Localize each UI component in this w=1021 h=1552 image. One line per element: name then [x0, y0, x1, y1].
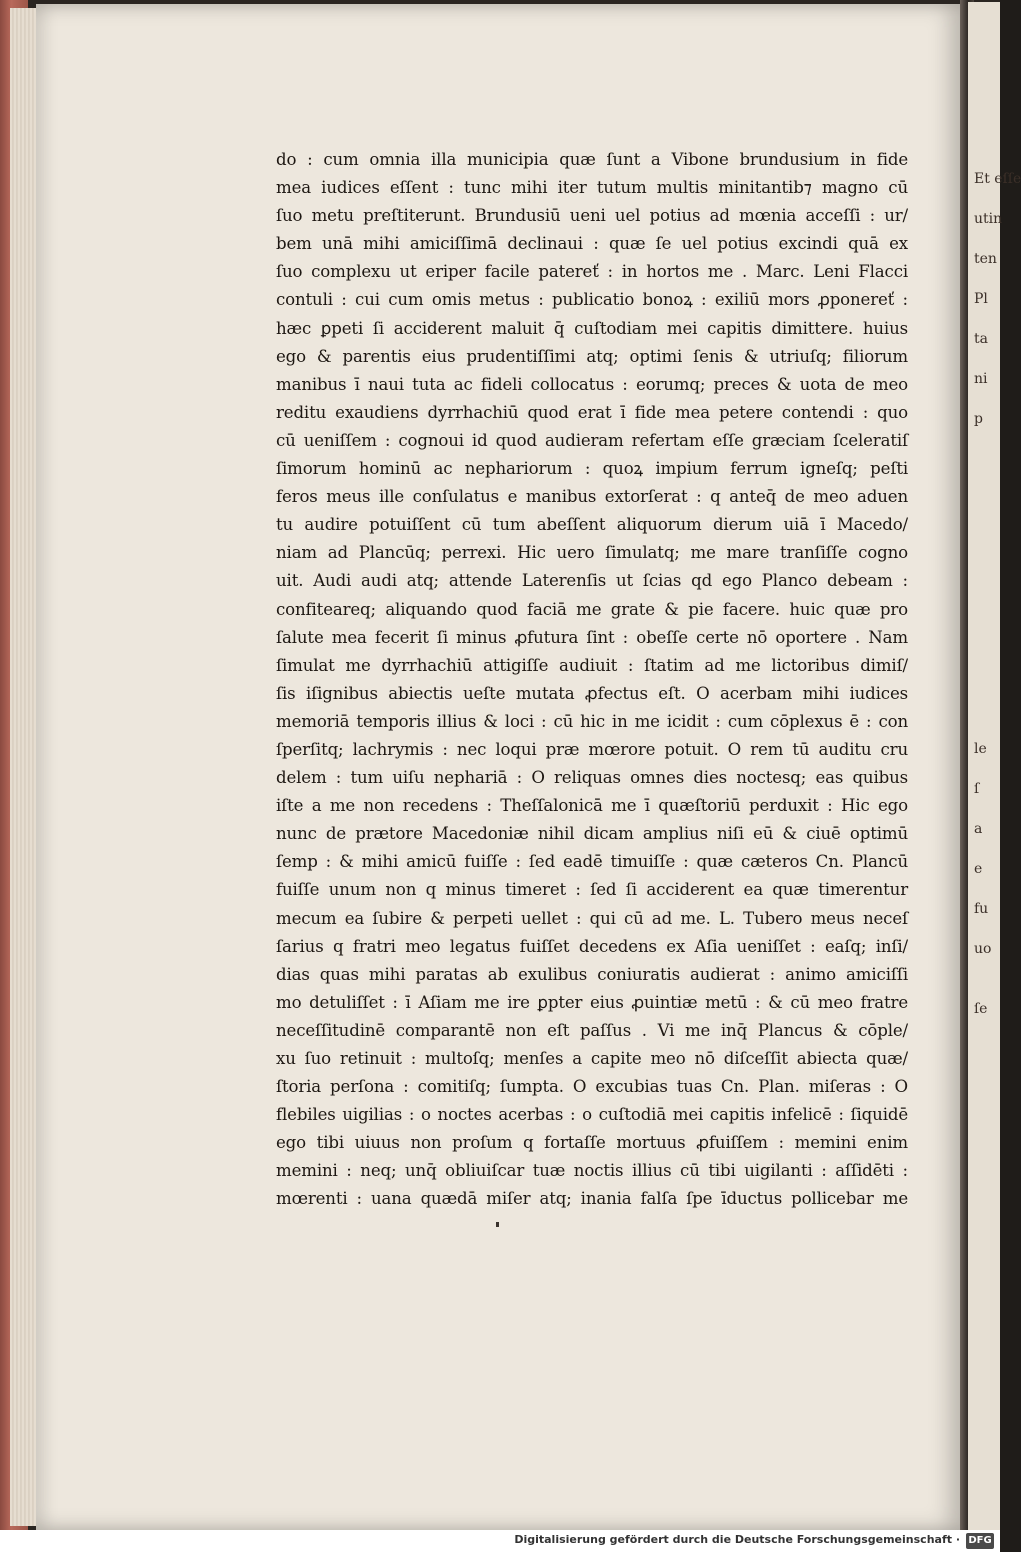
adjacent-page-fragment: uo: [974, 941, 992, 957]
adjacent-page-fragment: Pl: [974, 291, 988, 307]
text-line: hæc ꝑpeti ſi acciderent maluit q̄ cuſtodiam mei capitis dimittere. huius: [276, 318, 908, 338]
text-line: reditu exaudiens dyrrhachiū quod erat ī fide mea petere contendi : quo: [276, 402, 908, 422]
page-text-block: [276, 146, 908, 1214]
text-line: flebiles uigilias : o noctes acerbas : o cuſtodiā mei capitis infelicē : ſiquidē: [276, 1105, 908, 1125]
text-line: ſuo complexu ut eriper facile patereť : in hortos me . Marc. Leni Flacci: [276, 262, 908, 282]
text-line: ſimorum hominū ac nephariorum : quoꝝ impium ferrum igneſq; peſti: [276, 459, 908, 479]
text-line: manibus ī naui tuta ac fideli collocatus : eorumq; preces & uota de meo: [276, 374, 908, 394]
adjacent-page-fragment: e: [974, 861, 983, 877]
text-line: xu ſuo retinuit : multoſq; menſes a capite meo nō diſceſſit abiecta quæ/: [276, 1049, 908, 1068]
text-line: ego tibi uiuus non proſum q fortaſſe mortuus ꝓfuiſſem : memini enim: [276, 1133, 908, 1153]
text-line: mœrenti : uana quædā miſer atq; inania falſa ſpe īductus pollicebar me: [276, 1189, 908, 1209]
adjacent-page-fragment: ta: [974, 331, 988, 347]
text-line: tu audire potuiſſent cū tum abeſſent aliquorum dierum uiā ī Macedo/: [276, 515, 908, 535]
text-line: niam ad Plancūq; perrexi. Hic uero ſimulatq; me mare tranſiſſe cogno: [276, 543, 908, 563]
text-line: mecum ea ſubire & perpeti uellet : qui cū ad me. L. Tubero meus neceſ: [276, 908, 908, 928]
text-line: ſuo metu preſtiterunt. Brundusiū ueni uel potius ad mœnia acceſſi : ur/: [276, 206, 908, 226]
text-line: ſemp : & mihi amicū fuiſſe : ſed eadē timuiſſe : quæ cæteros Cn. Plancū: [276, 852, 908, 872]
text-line: uit. Audi audi atq; attende Laterenſis ut ſcias qd ego Planco debeam :: [276, 571, 908, 591]
adjacent-page-fragment: a: [974, 821, 983, 837]
funding-credit: Digitalisierung gefördert durch die Deutsche Forschungsgemeinschaft ·: [514, 1533, 960, 1546]
text-line: ſimulat me dyrrhachiū attigiſſe audiuit : ſtatim ad me lictoribus dimiſ/: [276, 655, 908, 675]
footer-bar: [0, 1530, 1000, 1552]
text-line: ſtoria perſona : comitiſq; ſumpta. O excubias tuas Cn. Plan. miſeras : O: [276, 1077, 908, 1097]
adjacent-page-edge: [968, 2, 1021, 1530]
text-line: memini : neq; unq̄ obliuiſcar tuæ noctis illius cū tibi uigilanti : aſſidēti :: [276, 1161, 908, 1181]
text-line: fuiſſe unum non q minus timeret : ſed ſi acciderent ea quæ timerentur: [276, 880, 908, 900]
dfg-logo: DFG: [966, 1533, 994, 1549]
adjacent-page-fragment: ni: [974, 371, 988, 387]
text-line: confiteareq; aliquando quod faciā me grate & pie facere. huic quæ pro: [276, 599, 908, 619]
text-line: contuli : cui cum omis metus : publicatio bonoꝝ : exiliū mors ꝓponereť :: [276, 290, 908, 310]
printer-mark: [496, 1222, 499, 1227]
text-line: ſperſitq; lachrymis : nec loqui præ mœrore potuit. O rem tū auditu cru: [276, 739, 908, 759]
text-line: memoriā temporis illius & loci : cū hic in me icidit : cum cōplexus ē : con: [276, 711, 908, 731]
text-line: neceſſitudinē comparantē non eſt paſſus . Vi me inq̄ Plancus & cōple/: [276, 1020, 908, 1040]
adjacent-page-fragment: fu: [974, 901, 989, 917]
text-line: ſarius q fratri meo legatus fuiſſet decedens ex Aſia ueniſſet : eaſq; inſi/: [276, 936, 908, 956]
adjacent-page-fragment: ſ: [974, 781, 980, 797]
text-line: cū ueniſſem : cognoui id quod audieram refertam eſſe græciam ſceleratiſ: [276, 430, 908, 450]
text-line: dias quas mihi paratas ab exulibus coniuratis audierat : animo amiciſſi: [276, 964, 908, 984]
text-line: nunc de prætore Macedoniæ nihil dicam amplius niſi eū & ciuē optimū: [276, 824, 908, 844]
text-line: iſte a me non recedens : Theſſalonicā me ī quæſtoriū perduxit : Hic ego: [276, 796, 908, 816]
text-line: mo detuliſſet : ī Aſiam me ire ꝑpter eius ꝓuintiæ metū : & cū meo fratre: [276, 992, 908, 1012]
text-line: mea iudices eſſent : tunc mihi iter tutum multis minitantib⁊ magno cū: [276, 178, 908, 198]
text-line: do : cum omnia illa municipia quæ ſunt a Vibone brundusium in fide: [276, 150, 908, 169]
text-line: ſis iſignibus abiectis ueſte mutata ꝓfectus eſt. O acerbam mihi iudices: [276, 683, 908, 703]
adjacent-page-fragment: le: [974, 741, 987, 757]
text-line: ego & parentis eius prudentiſſimi atq; optimi ſenis & utriuſq; filiorum: [276, 346, 908, 366]
adjacent-page-fragment: ſe: [974, 1001, 988, 1017]
adjacent-page-fragment: Et eſſe: [974, 171, 1021, 187]
adjacent-page-fragment: utin: [974, 211, 1003, 227]
adjacent-page-fragment: ten: [974, 251, 997, 267]
text-line: delem : tum uiſu nephariā : O reliquas omnes dies noctesq; eas quibus: [276, 768, 908, 788]
text-line: feros meus ille conſulatus e manibus extorſerat : q anteq̄ de meo aduen: [276, 487, 908, 507]
text-line: ſalute mea fecerit ſi minus ꝓfutura ſint : obeſſe certe nō oportere . Nam: [276, 627, 908, 647]
adjacent-page-fragment: p: [974, 411, 983, 427]
text-line: bem unā mihi amiciſſimā declinaui : quæ ſe uel potius excindi quā ex: [276, 234, 908, 254]
